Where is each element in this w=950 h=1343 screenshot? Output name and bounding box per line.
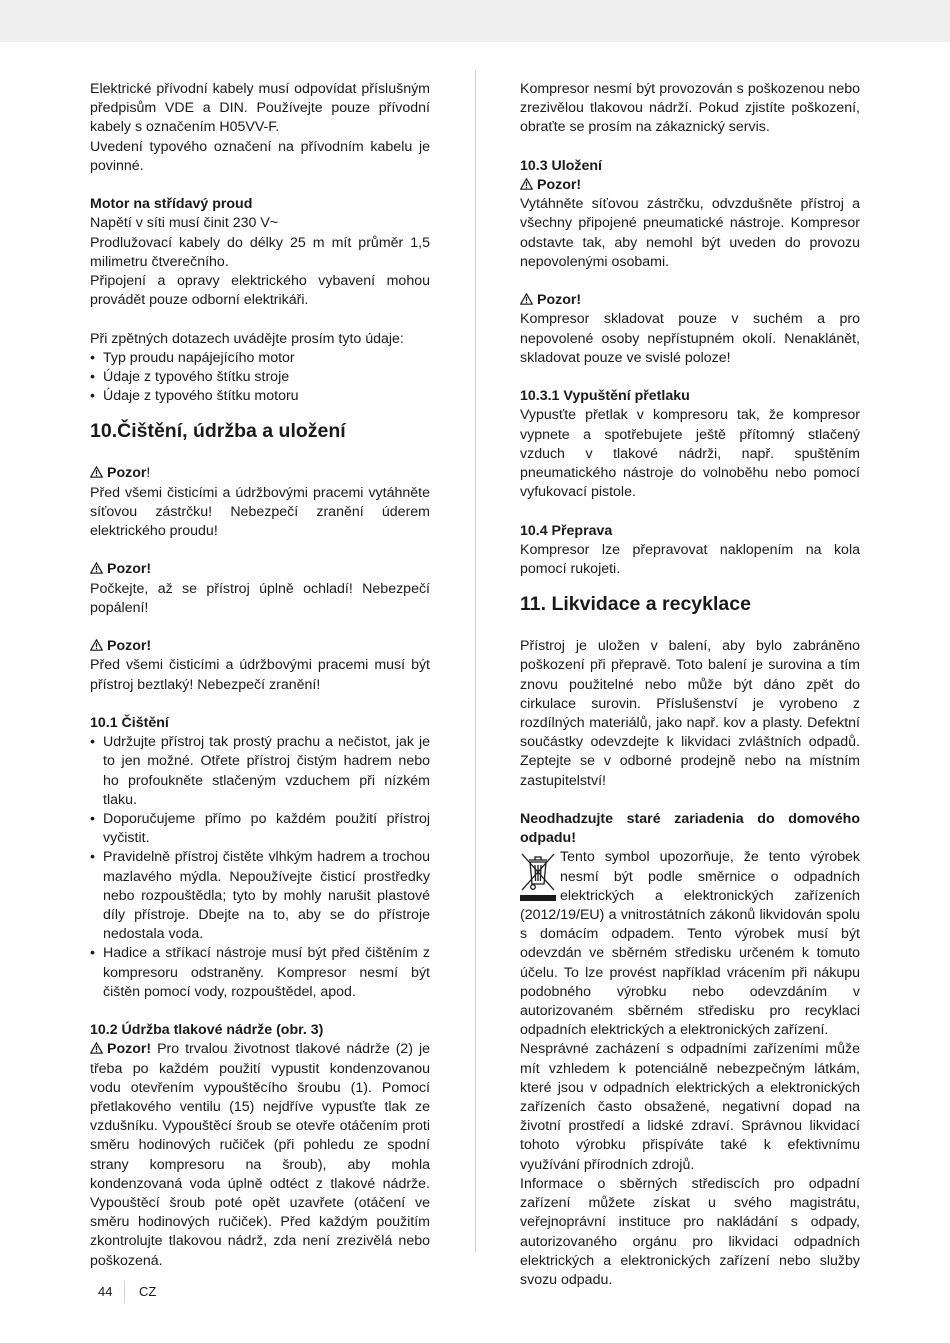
warning-block	[90, 464, 430, 483]
warning-block	[520, 291, 860, 310]
paragraph: Kompresor nesmí být provozován s poškozenou nebo zrezivělou tlakovou nádrží. Pokud zjistíte poškození, obraťte se prosím na zákaznický servis.	[520, 81, 860, 136]
warning-triangle-icon	[520, 178, 533, 190]
paragraph: Kompresor skladovat pouze v suchém a pro nepovolené osoby nepřístupném okolí. Nenaklánět, skladovat pouze ve svislé poloze!	[520, 311, 860, 366]
paragraph: Před všemi čisticími a údržbovými pracemi musí být přístroj beztlaký! Nebezpečí zranění!	[90, 657, 430, 693]
subsection-10-2-heading: 10.2 Údržba tlakové nádrže (obr. 3)	[90, 1022, 324, 1039]
warning-label: Pozor!	[537, 177, 582, 193]
warning-excl: !	[146, 465, 151, 482]
paragraph-text: Pro trvalou životnost tlakové nádrže (2) je třeba po každém použití vypustit kondenzovanou vodu otevřením vypouštěcího šroubu (1). Pomocí přetlakového ventilu (15) nejdříve vypusťte tlak ze vzdušníku. Vypouštěcí šroub se otevře otáčením proti směru hodinových ručiček (při pohledu ze spodní strany kompresoru na šroub), aby mohla kondenzovaná voda úplně odtéct z tlakové nádrže. Vypouštěcí šroub poté opět uzavřete (otáčení ve směru hodinových ručiček). Před každým použitím zkontrolujte tlakovou nádrž, zda není zrezivělá nebo poškozená.	[90, 1041, 430, 1269]
query-list	[90, 349, 430, 407]
paragraph: Napětí v síti musí činit 230 V~	[90, 215, 279, 232]
warning-triangle-icon	[90, 466, 103, 478]
list-item: • Doporučujeme přímo po každém použití přístroj vyčistit.	[90, 810, 430, 848]
paragraph: Tento symbol upozorňuje, že tento výrobek nesmí být podle směrnice o odpadních elektrických a elektronických zařízeních (2012/19/EU) a vnitrostátních zákonů likvidován spolu s domácím odpadem. Tento výrobek musí být odevzdán ve sběrném středisku určeném k tomuto účelu. To lze provést například vrácením při nákupu podobného výrobku nebo odevzdáním v autorizovaném sběrném středisku pro recyklaci odpadních elektrických a elektronických zařízení.	[520, 849, 860, 1039]
paragraph: Kompresor lze přepravovat naklopením na kola pomocí rukojeti.	[520, 541, 860, 578]
paragraph: Počkejte, až se přístroj úplně ochladí! Nebezpečí popálení!	[90, 580, 430, 616]
cleaning-list	[90, 733, 430, 1002]
warning-label: Pozor!	[537, 292, 582, 309]
warning-triangle-icon	[520, 293, 533, 305]
paragraph: Informace o sběrných střediscích pro odpadní zařízení můžete získat u svého magistrátu, veřejnoprávní instituce pro nakládání s odpady, autorizovaného orgánu pro likvidaci odpadních elektrických a elektronických zařízení nebo služby svozu odpadu.	[520, 1175, 860, 1288]
subsection-10-3-1-heading: 10.3.1 Vypuštění přetlaku	[520, 388, 690, 405]
list-item: • Údaje z typového štítku motoru	[90, 387, 430, 406]
paragraph: Vytáhněte síťovou zástrčku, odvzdušněte přístroj a všechny připojené pneumatické nástroje. Kompresor odstavte tak, aby nemohl být uveden do provozu nepovolenými osobami.	[520, 196, 860, 270]
section-11-title: 11. Likvidace a recyklace	[520, 593, 751, 616]
warning-triangle-icon	[90, 562, 103, 574]
paragraph: Prodlužovací kabely do délky 25 m mít průměr 1,5 milimetru čtverečního.	[90, 234, 430, 270]
warning-triangle-icon	[90, 1042, 103, 1054]
section-10-title: 10.Čištění, údržba a uložení	[90, 420, 346, 443]
top-band	[0, 0, 950, 42]
list-item: • Údaje z typového štítku stroje	[90, 368, 430, 387]
subsection-10-3-heading: 10.3 Uložení	[520, 157, 603, 174]
warning-label: Pozor!	[107, 638, 152, 655]
paragraph: Elektrické přívodní kabely musí odpovídat příslušným předpisům VDE a DIN. Používejte pouze přívodní kabely s označením H05VV-F.	[90, 81, 430, 136]
subsection-10-1-heading: 10.1 Čištění	[90, 715, 169, 732]
warning-block	[520, 176, 860, 195]
weee-heading: Neodhadzujte staré zariadenia do domového odpadu!	[520, 811, 860, 847]
paragraph: Nesprávné zacházení s odpadními zařízeními může mít vzhledem k potenciálně nebezpečným látkám, které jsou v odpadních elektrických a elektronických zařízeních často obsažené, negativní dopad na životní prostředí a lidské zdraví. Správnou likvidací tohoto výrobku přispíváte také k efektivnímu využívání přírodních zdrojů.	[520, 1041, 860, 1173]
paragraph	[90, 1040, 430, 1270]
crossed-out-wheelie-bin-icon	[520, 850, 556, 902]
right-column	[520, 80, 860, 1290]
warning-block	[90, 560, 430, 579]
footer-separator	[124, 1281, 125, 1303]
weee-block	[520, 848, 860, 1040]
list-item: • Udržujte přístroj tak prostý prachu a nečistot, jak je to jen možné. Otřete přístroj čistým hadrem nebo ho profoukněte stlačeným vzduchem při nízkém tlaku.	[90, 733, 430, 810]
paragraph: Před všemi čisticími a údržbovými pracemi vytáhněte síťovou zástrčku! Nebezpečí zranění úderem elektrického proudu!	[90, 484, 430, 540]
left-column	[90, 80, 430, 1271]
warning-block	[90, 637, 430, 656]
paragraph: Přístroj je uložen v balení, aby bylo zabráněno poškození při přepravě. Toto balení je surovina a tím znovu použitelné nebo může být dáno zpět do cirkulace surovin. Příslušenství je vyrobeno z rozdílných materiálů, jako např. kov a plasty. Defektní součástky odevzdejte k likvidaci zvláštních odpadů. Zeptejte se v odborné prodejně nebo na místním zastupitelství!	[520, 638, 860, 789]
language-code: CZ	[139, 1284, 157, 1299]
paragraph: Uvedení typového označení na přívodním kabelu je povinné.	[90, 138, 430, 174]
warning-label: Pozor	[107, 465, 147, 482]
list-item: • Typ proudu napájejícího motor	[90, 349, 430, 368]
column-divider	[475, 70, 476, 1252]
list-item: • Hadice a stříkací nástroje musí být před čištěním z kompresoru odstraněny. Kompresor nesmí být čištěn pomocí vody, rozpouštědel, apod.	[90, 944, 430, 1002]
list-item: • Pravidelně přístroj čistěte vlhkým hadrem a trochou mazlavého mýdla. Nepoužívejte čisticí prostředky nebo rozpouštědla; tyto by mohly narušit plastové díly přístroje. Dbejte na to, aby se do přístroje nedostala voda.	[90, 848, 430, 944]
paragraph: Při zpětných dotazech uvádějte prosím tyto údaje:	[90, 330, 404, 347]
paragraph: Připojení a opravy elektrického vybavení mohou provádět pouze odborní elektrikáři.	[90, 273, 430, 309]
warning-triangle-icon	[90, 639, 103, 651]
warning-label: Pozor!	[107, 1041, 152, 1058]
motor-heading: Motor na střídavý proud	[90, 196, 253, 213]
page-number: 44	[98, 1284, 113, 1299]
subsection-10-4-heading: 10.4 Přeprava	[520, 522, 613, 539]
warning-label: Pozor!	[107, 561, 152, 578]
paragraph: Vypusťte přetlak v kompresoru tak, že kompresor vypnete a spotřebujete ještě přítomný stlačený vzduch v tlakové nádrži, např. spuštěním pneumatického nástroje do volnoběhu nebo pomocí vyfukovací pistole.	[520, 407, 860, 501]
